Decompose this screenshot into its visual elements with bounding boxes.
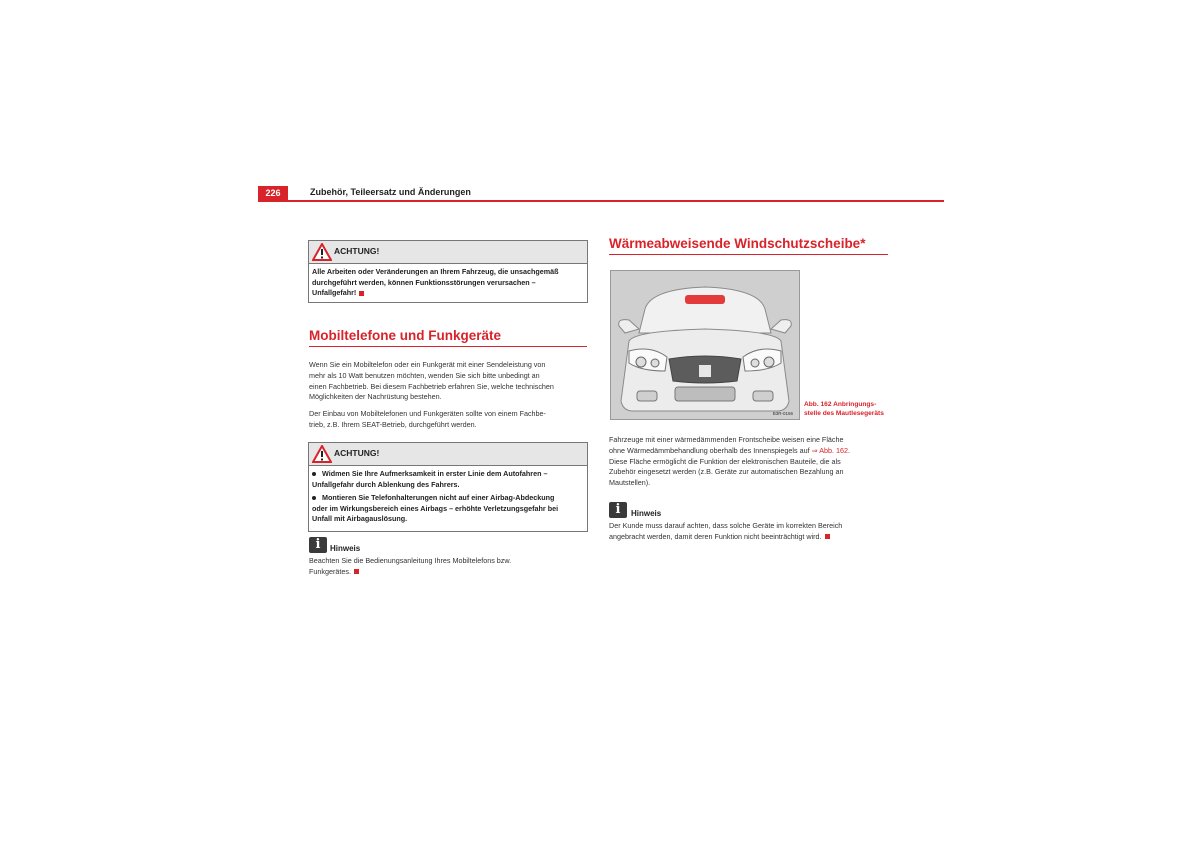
end-mark-icon bbox=[825, 534, 830, 539]
figure-code: B3R-0166 bbox=[772, 411, 793, 416]
hinweis-title: Hinweis bbox=[631, 509, 662, 518]
hinweis-title: Hinweis bbox=[330, 544, 361, 553]
warning-item bbox=[312, 493, 584, 525]
warning-line-text: Widmen Sie Ihre Aufmerksamkeit in erster Linie dem Autofahren – bbox=[322, 469, 548, 478]
warning-text bbox=[309, 264, 587, 302]
text-line: Möglichkeiten der Nachrüstung bestehen. bbox=[309, 392, 442, 402]
paragraph bbox=[309, 409, 589, 431]
car-illustration bbox=[611, 271, 799, 419]
text-line: Beachten Sie die Bedienungsanleitung Ihres Mobiltelefons bzw. bbox=[309, 556, 512, 565]
section-title-windschutzscheibe: Wärmeabweisende Windschutzscheibe* bbox=[609, 236, 866, 251]
text-line-content: angebracht werden, damit deren Funktion nicht beeinträchtigt wird. bbox=[609, 531, 822, 541]
text-line: Wenn Sie ein Mobiltelefon oder ein Funkgerät mit einer Sendeleistung von bbox=[309, 360, 546, 369]
warning-title: ACHTUNG! bbox=[334, 246, 380, 256]
warning-line: Unfall mit Airbagauslösung. bbox=[312, 514, 408, 523]
text-line-content: Funkgerätes. bbox=[309, 566, 351, 576]
text-line: Mautstellen). bbox=[609, 478, 651, 488]
bullet-icon bbox=[312, 472, 316, 476]
hinweis-text bbox=[609, 521, 894, 543]
text-line: einen Fachbetrieb. Bei diesem Fachbetrieb erfahren Sie, welche technischen bbox=[309, 381, 554, 391]
end-mark-icon bbox=[354, 569, 359, 574]
warning-line: Alle Arbeiten oder Veränderungen an Ihrem Fahrzeug, die unsachgemäß bbox=[312, 267, 559, 276]
warning-box bbox=[308, 442, 588, 532]
warning-text bbox=[309, 466, 587, 531]
info-icon: i bbox=[609, 502, 627, 518]
header-rule bbox=[258, 200, 944, 202]
paragraph bbox=[309, 360, 589, 403]
warning-item bbox=[312, 469, 584, 490]
caption-line: stelle des Mautlesegeräts bbox=[804, 409, 884, 417]
page-number: 226 bbox=[258, 186, 288, 201]
section-title-mobiltelefone: Mobiltelefone und Funkgeräte bbox=[309, 328, 502, 343]
text-line bbox=[609, 446, 889, 457]
warning-line: Unfallgefahr durch Ablenkung des Fahrers. bbox=[312, 479, 460, 489]
caption-line: Abb. 162 Anbringungs- bbox=[804, 401, 877, 408]
text-line: Zubehör eingesetzt werden (z.B. Geräte zur automatischen Bezahlung an bbox=[609, 467, 844, 477]
text-line bbox=[609, 532, 894, 543]
text-line: mehr als 10 Watt benutzen möchten, wenden Sie sich bitte unbedingt an bbox=[309, 370, 540, 380]
warning-title: ACHTUNG! bbox=[334, 448, 380, 458]
text-line: Fahrzeuge mit einer wärmedämmenden Frontscheibe weisen eine Fläche bbox=[609, 435, 844, 444]
warning-line: oder im Wirkungsbereich eines Airbags – erhöhte Verletzungsgefahr bei bbox=[312, 503, 559, 513]
section-rule bbox=[309, 346, 587, 347]
text-line: Der Einbau von Mobiltelefonen und Funkgeräten sollte von einem Fachbe- bbox=[309, 409, 546, 418]
end-mark-icon bbox=[359, 291, 364, 296]
paragraph bbox=[609, 435, 889, 489]
text-line-content: ohne Wärmedämmbehandlung oberhalb des Innenspiegels auf bbox=[609, 445, 812, 455]
hinweis-text bbox=[309, 556, 589, 578]
warning-line bbox=[312, 493, 584, 504]
text-line bbox=[309, 567, 589, 578]
warning-line-text: Unfallgefahr! bbox=[312, 288, 357, 297]
warning-line bbox=[312, 288, 584, 299]
warning-header bbox=[309, 241, 587, 264]
warning-line bbox=[312, 469, 584, 480]
text-line: trieb, z.B. Ihrem SEAT-Betrieb, durchgeführt werden. bbox=[309, 419, 477, 429]
text-line-content: . bbox=[848, 445, 850, 455]
bullet-icon bbox=[312, 496, 316, 500]
info-icon: i bbox=[309, 537, 327, 553]
chapter-title: Zubehör, Teileersatz und Änderungen bbox=[310, 187, 471, 197]
text-line: Der Kunde muss darauf achten, dass solche Geräte im korrekten Bereich bbox=[609, 521, 843, 530]
warning-line-text: Montieren Sie Telefonhalterungen nicht auf einer Airbag-Abdeckung bbox=[322, 493, 555, 502]
warning-box bbox=[308, 240, 588, 303]
warning-line: durchgeführt werden, können Funktionsstörungen verursachen – bbox=[312, 277, 536, 287]
text-line: Diese Fläche ermöglicht die Funktion der elektronischen Bauteile, die als bbox=[609, 456, 841, 466]
section-rule bbox=[609, 254, 888, 255]
warning-header bbox=[309, 443, 587, 466]
figure-reference-link[interactable]: ⇒ Abb. 162 bbox=[811, 445, 848, 455]
figure-caption bbox=[804, 401, 884, 418]
warning-triangle-icon bbox=[312, 445, 332, 463]
car-front-figure bbox=[610, 270, 800, 420]
warning-triangle-icon bbox=[312, 243, 332, 261]
